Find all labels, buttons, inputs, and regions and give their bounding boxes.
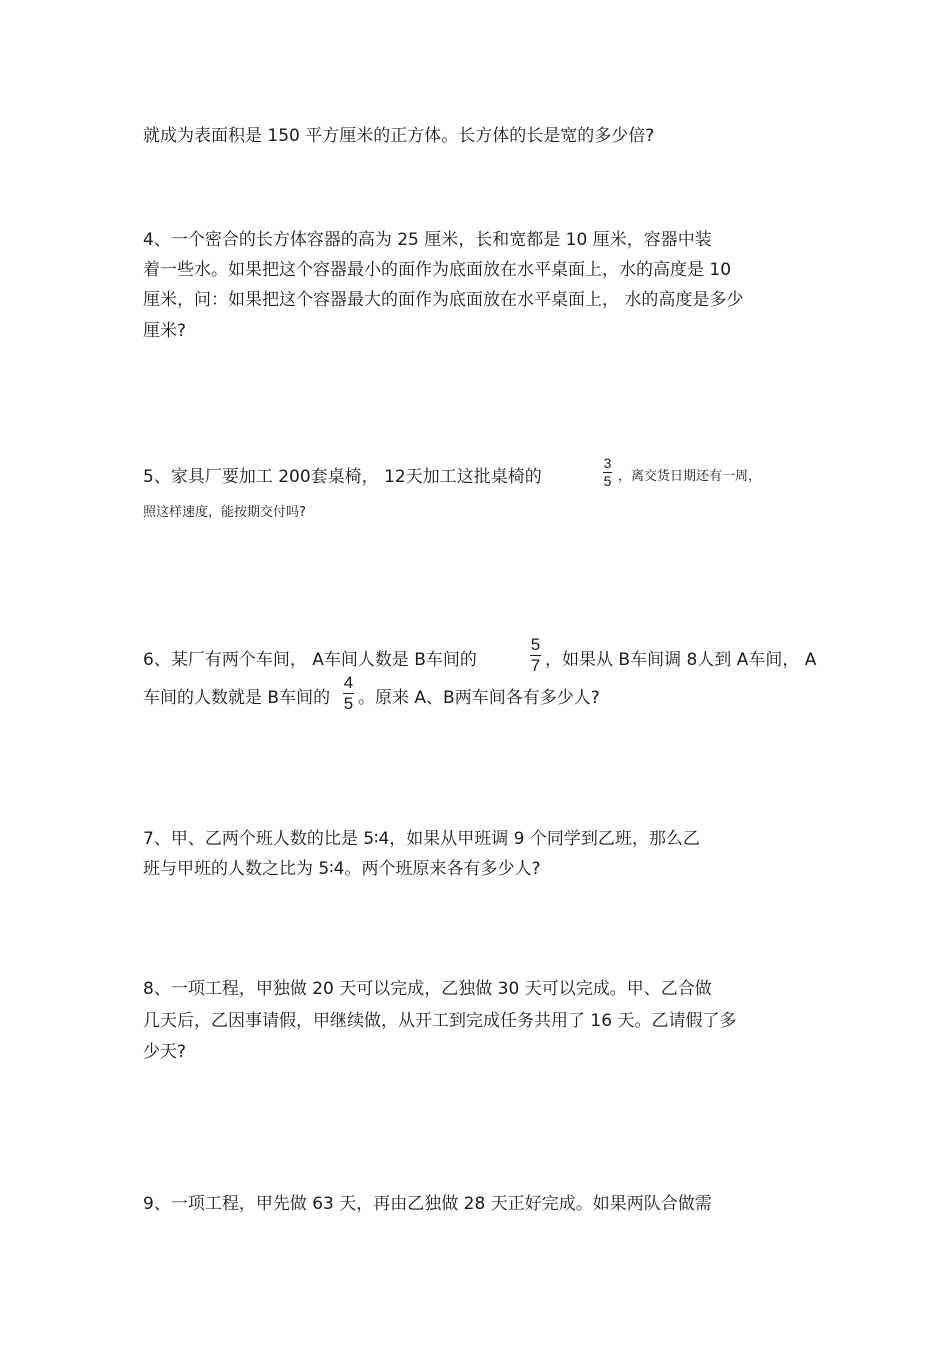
fraction-denominator: 5 [343,694,354,713]
text-line: 7、甲、乙两个班人数的比是 5∶4，如果从甲班调 9 个同学到乙班，那么乙 [143,829,700,849]
text-line: 6、某厂有两个车间， A车间人数是 B车间的 [143,650,477,670]
fraction [530,636,541,675]
text-line: 少天? [143,1042,187,1062]
text-line: 就成为表面积是 150 平方厘米的正方体。长方体的长是宽的多少倍? [143,126,655,146]
text-line: 5、家具厂要加工 200套桌椅， 12天加工这批桌椅的 [143,467,542,487]
text-line: ，离交货日期还有一周， [618,469,762,484]
text-line: 。原来 A、B两车间各有多少人? [358,688,600,708]
text-line: 车间的人数就是 B车间的 [143,688,331,708]
fraction-denominator: 5 [603,473,612,489]
text-line: 8、一项工程，甲独做 20 天可以完成，乙独做 30 天可以完成。甲、乙合做 [143,979,712,999]
fraction-numerator: 5 [530,635,541,654]
text-line: 9、一项工程，甲先做 63 天，再由乙独做 28 天正好完成。如果两队合做需 [143,1194,712,1214]
text-line: 照这样速度，能按期交付吗? [143,505,306,520]
fraction [343,674,354,713]
text-line: 厘米? [143,321,187,341]
text-line: 4、一个密合的长方体容器的高为 25 厘米，长和宽都是 10 厘米，容器中装 [143,230,712,250]
fraction-numerator: 3 [603,455,612,471]
text-line: 班与甲班的人数之比为 5∶4。两个班原来各有多少人? [143,859,541,879]
fraction [603,456,612,489]
text-line: ，如果从 B车间调 8人到 A车间， A [545,650,817,670]
text-line: 厘米，问：如果把这个容器最大的面作为底面放在水平桌面上， 水的高度是多少 [143,290,744,310]
text-line: 着一些水。如果把这个容器最小的面作为底面放在水平桌面上，水的高度是 10 [143,260,732,280]
text-line: 几天后，乙因事请假，甲继续做，从开工到完成任务共用了 16 天。乙请假了多 [143,1011,737,1031]
fraction-numerator: 4 [343,673,354,692]
fraction-denominator: 7 [530,656,541,675]
